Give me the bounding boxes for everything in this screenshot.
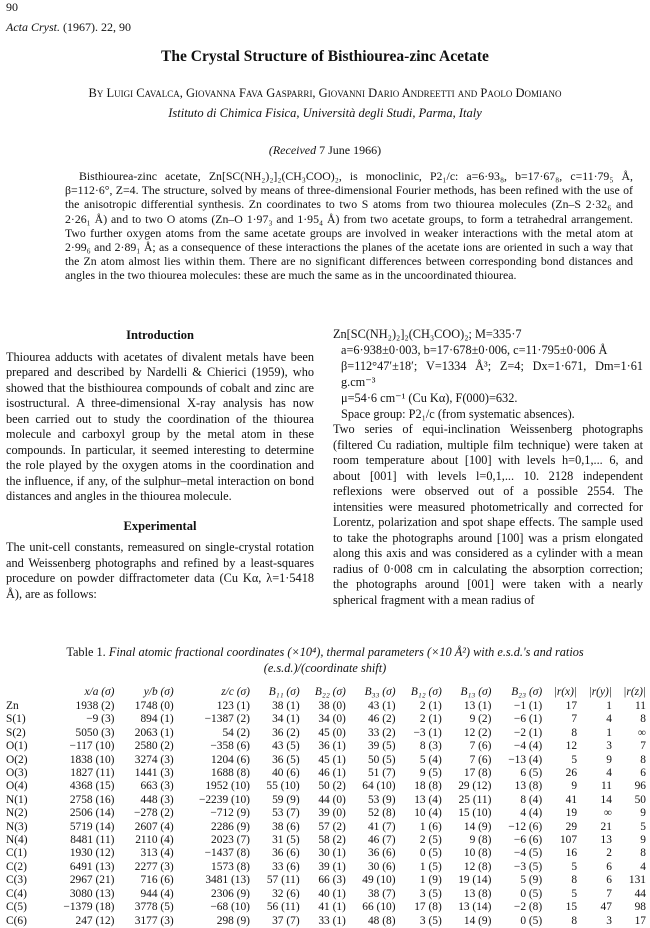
table-cell: 5 (571, 753, 578, 766)
column-header: |r(y)| (588, 686, 612, 698)
table-row (6, 767, 646, 780)
author-list: By Luigi Cavalca, Giovanna Fava Gasparri, Giovanni Dario Andreetti and Paolo Domiano (88, 86, 562, 100)
atom-label: C(4) (6, 887, 27, 900)
table-cell: 8481 (11) (70, 834, 115, 847)
table-cell: 107 (559, 834, 578, 847)
atom-label: O(1) (6, 740, 28, 753)
table-cell: 52 (8) (367, 807, 396, 820)
table-cell: −712 (9) (210, 807, 250, 820)
table-cell: 9 (606, 753, 612, 766)
table-cell: 34 (1) (272, 713, 300, 726)
abstract: Bisthiourea-zinc acetate, Zn[SC(NH₂)₂]₂(CH₃COO)₂, is monoclinic, P2₁/c: a=6·93₈, b=17·67₈, c=11·79₅ Å, β=112·6°, Z=4. The structure, solved by means of three-dimensional Fourier methods, has been refined with the use of the anisotropic differential synthesis. Zn coordinates to two S atoms from two thiourea molecules (Zn–S 2·32₆ and 2·26₁ Å) and to two O atoms (Zn–O 1·97₃ and 1·95₄ Å) from two acetate groups, to form a tetrahedral arrangement. Two further oxygen atoms from the same acetate groups are involved in weaker interactions with the metal atom at 2·99₆ and 2·89₁ Å; as a consequence of these interactions the planes of the acetate ions are oriented in such a way that the Zn atom almost lies within them. There are no significant differences between corresponding bond distances and angles in the two thiourea molecules: these are much the same as in the uncoordinated thiourea. (65, 169, 633, 283)
table-cell: 8 (571, 726, 578, 739)
table-cell: 4 (640, 860, 646, 873)
received-date (0, 143, 650, 158)
atom-label: N(4) (6, 834, 28, 847)
column-header: z/c (σ) (221, 686, 250, 698)
table-cell: ∞ (603, 807, 612, 820)
table-row (6, 915, 646, 928)
table-cell: 1573 (8) (211, 860, 250, 873)
table-cell: 45 (1) (318, 753, 346, 766)
table-cell: 5050 (3) (75, 726, 115, 739)
table-cell: 38 (7) (367, 887, 396, 900)
table-cell: 58 (2) (318, 834, 346, 847)
table-cell: 7 (606, 887, 612, 900)
table-cell: 18 (8) (414, 780, 442, 793)
experimental-continued-text: Two series of equi-inclination Weissenberg photographs (filtered Cu radiation, multiple film technique) were taken at room temperature about [100] with levels h=0,1,... 6, and about [001] with levels l=0,1,... 10. 2128 independent reflexions were observed out of a possible 2554. The intensities were measured photometrically and corrected for Lorentz, polarization and spot shape effects. The sample used to take the photographs around [100] was a prism elongated along this axis and was considered as a cylinder with a mean radius of 0·008 cm in calculating the absorption correction; the photographs around [001] were taken with a nearly spherical fragment with a mean radius of (333, 422, 643, 607)
received-day: 7 June 1966) (319, 143, 382, 157)
table-cell: 17 (565, 700, 578, 712)
table-row (6, 727, 646, 740)
table-cell: 3274 (3) (134, 753, 174, 766)
table-cell: 39 (0) (318, 807, 346, 820)
column-header: B₃₃ (σ) (364, 686, 396, 698)
table-cell: 34 (0) (318, 713, 346, 726)
table-cell: 14 (600, 793, 612, 806)
table-row (6, 754, 646, 767)
table-cell: 33 (1) (318, 914, 346, 927)
table-cell: 5719 (14) (69, 820, 115, 833)
table-cell: 14 (9) (463, 820, 492, 833)
table-cell: −278 (2) (134, 807, 174, 820)
table-cell: 41 (1) (318, 901, 346, 914)
column-header: B₂₃ (σ) (511, 686, 543, 698)
table-header-row (6, 684, 646, 700)
table-cell: 66 (10) (362, 901, 396, 914)
table-cell: 36 (6) (367, 847, 396, 860)
table-cell: 2286 (9) (211, 820, 250, 833)
table-caption-text: Final atomic fractional coordinates (×10⁴), thermal parameters (×10 Å²) with e.s.d.'s and ratios (e.s.d.)/(coordinate shift) (108, 645, 584, 675)
affiliation: Istituto di Chimica Fisica, Università degli Studi, Parma, Italy (168, 106, 482, 120)
table-cell: 29 (12) (458, 780, 492, 793)
table-cell: 8 (3) (419, 740, 442, 753)
column-header (6, 684, 38, 700)
table-cell: 36 (6) (272, 847, 300, 860)
table-cell: 9 (640, 834, 646, 847)
table-cell: 8 (640, 753, 646, 766)
table-cell: −4 (4) (513, 740, 543, 753)
table-cell: 33 (2) (367, 726, 396, 739)
table-cell: 49 (10) (362, 874, 396, 887)
table-cell: −1 (1) (513, 700, 543, 712)
table-cell: 98 (634, 901, 646, 914)
atom-label: N(1) (6, 793, 28, 806)
experimental-text: The unit-cell constants, remeasured on single-crystal rotation and Weissenberg photographs and refined by a least-squares procedure on powder diffractometer data (Cu Kα, λ=1·5418 Å), are as follows: (6, 540, 314, 601)
table-cell: 7 (6) (469, 740, 492, 753)
table-cell: 5 (9) (520, 874, 543, 887)
table-cell: 3 (5) (419, 914, 442, 927)
formula-line: Zn[SC(NH₂)₂]₂(CH₃COO)₂; M=335·7 (333, 327, 522, 341)
table-cell: 50 (2) (318, 780, 346, 793)
table-cell: 7 (6) (469, 753, 492, 766)
table-cell: 123 (1) (216, 700, 250, 712)
table-cell: −1387 (2) (204, 713, 250, 726)
table-cell: 1827 (11) (70, 767, 115, 780)
table-cell: 1 (9) (419, 874, 442, 887)
table-row (6, 874, 646, 887)
table-cell: 3481 (13) (205, 874, 250, 887)
table-cell: 66 (3) (318, 874, 346, 887)
table-cell: 36 (2) (272, 726, 300, 739)
table-cell: 2 (5) (419, 834, 442, 847)
table-cell: 50 (634, 793, 646, 806)
table-cell: ∞ (637, 726, 646, 739)
table-cell: 50 (5) (367, 753, 396, 766)
table-cell: 0 (5) (419, 847, 442, 860)
atom-label: N(3) (6, 820, 28, 833)
table-cell: 26 (565, 767, 578, 780)
table-cell: 13 (8) (514, 780, 543, 793)
formula-line: β=112°47′±18′; V=1334 Å³; Z=4; Dx=1·671, Dm=1·61 g.cm⁻³ (341, 359, 643, 389)
table-row (6, 780, 646, 793)
table-cell: 12 (565, 740, 578, 753)
table-cell: −1437 (8) (204, 847, 250, 860)
table-cell: 30 (6) (367, 860, 396, 873)
table-cell: 2607 (4) (134, 820, 174, 833)
journal-citation (6, 20, 131, 35)
table-cell: 2967 (21) (69, 874, 115, 887)
atom-label: C(5) (6, 901, 27, 914)
table-caption-label: Table 1. (66, 645, 106, 659)
atom-label: Zn (6, 700, 19, 712)
table-cell: 15 (10) (458, 807, 492, 820)
table-cell: 96 (634, 780, 646, 793)
atom-label: O(3) (6, 767, 28, 780)
table-cell: 1204 (6) (211, 753, 250, 766)
table-cell: 37 (7) (272, 914, 300, 927)
atom-label: S(2) (6, 726, 26, 739)
table-cell: 21 (600, 820, 612, 833)
table-cell: 17 (8) (463, 767, 492, 780)
table-cell: 12 (8) (463, 860, 492, 873)
table-cell: −2239 (10) (198, 793, 250, 806)
table-cell: 64 (10) (362, 780, 396, 793)
table-cell: 31 (5) (272, 834, 300, 847)
table-cell: 716 (6) (140, 874, 174, 887)
table-cell: 2580 (2) (134, 740, 174, 753)
atom-label: O(2) (6, 753, 28, 766)
table-cell: 3 (5) (419, 887, 442, 900)
atom-label: C(2) (6, 860, 27, 873)
table-row (6, 901, 646, 914)
atom-label: C(6) (6, 914, 27, 927)
table-cell: 1 (6) (419, 820, 442, 833)
table-cell: 32 (6) (272, 887, 300, 900)
table-row (6, 713, 646, 726)
table-cell: 8 (571, 914, 578, 927)
table-cell: 9 (640, 807, 646, 820)
table-cell: 2023 (7) (211, 834, 250, 847)
table-row (6, 861, 646, 874)
table-cell: 4 (606, 767, 612, 780)
table-cell: 11 (600, 780, 612, 793)
table-cell: 4368 (15) (69, 780, 115, 793)
table-cell: 5 (571, 860, 578, 873)
table-cell: 12 (2) (463, 726, 492, 739)
table-cell: −1379 (18) (63, 901, 115, 914)
table-cell: 2306 (9) (211, 887, 250, 900)
table-cell: 6 (606, 860, 612, 873)
table-cell: 13 (1) (463, 700, 492, 712)
table-cell: 44 (634, 887, 646, 900)
table-cell: 9 (5) (419, 767, 442, 780)
table-cell: 19 (14) (458, 874, 492, 887)
table-row (6, 834, 646, 847)
table-cell: 47 (600, 901, 612, 914)
table-cell: 17 (634, 914, 646, 927)
table-cell: 7 (640, 740, 646, 753)
table-cell: −2 (1) (513, 726, 543, 739)
table-cell: 54 (2) (222, 726, 250, 739)
column-header: x/a (σ) (84, 686, 115, 698)
table-cell: 10 (8) (463, 847, 492, 860)
table-cell: 46 (2) (367, 713, 396, 726)
table-cell: 8 (571, 874, 578, 887)
table-cell: −4 (5) (513, 847, 543, 860)
table-caption (40, 645, 610, 676)
table-cell: −117 (10) (69, 740, 115, 753)
table-cell: 1838 (10) (69, 753, 115, 766)
table-cell: 13 (4) (414, 793, 442, 806)
table-cell: 44 (0) (318, 793, 346, 806)
table-cell: 29 (565, 820, 578, 833)
column-header: |r(x)| (553, 686, 578, 698)
table-cell: 30 (1) (318, 847, 346, 860)
table-cell: 16 (565, 847, 578, 860)
table-cell: 9 (571, 780, 578, 793)
table-cell: 9 (8) (469, 834, 492, 847)
table-cell: 48 (8) (367, 914, 396, 927)
table-cell: 36 (5) (272, 753, 300, 766)
table-cell: 1441 (3) (134, 767, 174, 780)
table-cell: 1952 (10) (205, 780, 250, 793)
table-cell: −68 (10) (210, 901, 250, 914)
table-cell: 57 (2) (318, 820, 346, 833)
table-cell: 5 (571, 887, 578, 900)
table-cell: 4 (4) (520, 807, 543, 820)
table-cell: 46 (7) (367, 834, 396, 847)
table-cell: −6 (1) (513, 713, 543, 726)
table-cell: 8 (640, 847, 646, 860)
table-cell: 2 (1) (419, 700, 442, 712)
table-cell: 13 (14) (458, 901, 492, 914)
table-cell: 2063 (1) (134, 726, 174, 739)
table-cell: 59 (9) (272, 793, 300, 806)
paper-title: The Crystal Structure of Bisthiourea-zinc Acetate (161, 48, 489, 65)
table-cell: 4 (606, 713, 612, 726)
table-cell: 1 (606, 726, 612, 739)
table-cell: 894 (1) (140, 713, 174, 726)
table-cell: 53 (7) (272, 807, 300, 820)
page-number: 90 (6, 0, 18, 14)
introduction-text: Thiourea adducts with acetates of divalent metals have been prepared and described by Nardelli & Chierici (1959), who showed that the bisthiourea compounds of cobalt and zinc are isostructural. A three-dimensional X-ray analysis has now been carried out to study the coordination of the thiourea molecule and carboxyl group by the metal atom in these compounds. In particular, it seemed interesting to determine the role played by the oxygen atoms in the coordination and the influence, if any, of the sulphur–metal interaction on bond distances and angles in the thiourea molecule. (6, 349, 314, 503)
journal-name: Acta Cryst. (6, 20, 60, 34)
table-cell: 663 (3) (140, 780, 174, 793)
received-prefix: (Received (268, 143, 317, 157)
table-cell: 51 (7) (367, 767, 396, 780)
table-cell: −12 (6) (508, 820, 543, 833)
atom-label: N(2) (6, 807, 28, 820)
table-cell: 40 (1) (318, 887, 346, 900)
formula-line: Space group: P2₁/c (from systematic absences). (341, 407, 575, 421)
table-cell: 9 (2) (469, 713, 492, 726)
table-cell: 6 (5) (520, 767, 543, 780)
table-cell: 38 (0) (318, 700, 346, 712)
table-cell: 41 (565, 793, 578, 806)
table-cell: 6 (606, 874, 612, 887)
table-cell: 11 (635, 700, 646, 712)
atom-label: O(4) (6, 780, 28, 793)
table-cell: 2506 (14) (69, 807, 115, 820)
table-cell: 3 (606, 914, 612, 927)
atom-label: C(1) (6, 847, 27, 860)
table-cell: 2 (606, 847, 612, 860)
table-cell: 0 (5) (520, 887, 543, 900)
table-cell: 3778 (5) (134, 901, 174, 914)
table-cell: −358 (6) (210, 740, 250, 753)
table-cell: 448 (3) (140, 793, 174, 806)
column-header: y/b (σ) (143, 686, 174, 698)
column-header: B₁₁ (σ) (268, 686, 300, 698)
table-cell: 313 (4) (140, 847, 174, 860)
table-cell: −6 (6) (513, 834, 543, 847)
table-cell: 7 (571, 713, 578, 726)
table-row (6, 821, 646, 834)
table-cell: 1688 (8) (211, 767, 250, 780)
table-cell: 43 (1) (367, 700, 396, 712)
table-cell: 39 (5) (367, 740, 396, 753)
table-cell: 2110 (4) (135, 834, 174, 847)
table-cell: 1938 (2) (75, 700, 115, 712)
table-cell: 8 (4) (520, 793, 543, 806)
atom-parameters-table (6, 684, 646, 928)
table-cell: −9 (3) (86, 713, 115, 726)
table-cell: 25 (11) (458, 793, 492, 806)
table-cell: −3 (1) (413, 726, 442, 739)
table-cell: 5 (4) (419, 753, 442, 766)
table-cell: 3177 (3) (134, 914, 174, 927)
table-cell: 1 (5) (419, 860, 442, 873)
table-cell: 10 (4) (414, 807, 442, 820)
table-cell: 43 (5) (272, 740, 300, 753)
table-cell: 1 (606, 700, 612, 712)
formula-line: μ=54·6 cm⁻¹ (Cu Kα), F(000)=632. (341, 391, 518, 405)
table-cell: 14 (9) (463, 914, 492, 927)
table-cell: 5 (640, 820, 646, 833)
table-cell: 2758 (16) (69, 793, 115, 806)
table-cell: 0 (5) (520, 914, 543, 927)
table-cell: 57 (11) (266, 874, 300, 887)
table-row (6, 847, 646, 860)
table-cell: 53 (9) (367, 793, 396, 806)
table-cell: 36 (1) (318, 740, 346, 753)
table-row (6, 807, 646, 820)
table-cell: 298 (9) (216, 914, 250, 927)
table-cell: −3 (5) (513, 860, 543, 873)
table-cell: 33 (6) (272, 860, 300, 873)
table-cell: 6491 (13) (69, 860, 115, 873)
table-cell: 41 (7) (367, 820, 396, 833)
table-cell: 944 (4) (140, 887, 174, 900)
table-cell: 13 (8) (463, 887, 492, 900)
table-cell: 19 (565, 807, 578, 820)
atom-label: C(3) (6, 874, 27, 887)
experimental-heading: Experimental (123, 518, 197, 533)
table-cell: 56 (11) (266, 901, 300, 914)
table-row (6, 740, 646, 753)
table-row (6, 700, 646, 713)
table-cell: 55 (10) (266, 780, 300, 793)
table-cell: −13 (4) (508, 753, 543, 766)
table-cell: 3080 (13) (69, 887, 115, 900)
journal-volume: (1967). 22, 90 (63, 20, 131, 34)
table-cell: 38 (6) (272, 820, 300, 833)
table-cell: 3 (606, 740, 612, 753)
introduction-heading: Introduction (126, 328, 194, 342)
table-row (6, 888, 646, 901)
table-cell: −2 (8) (513, 901, 543, 914)
table-cell: 131 (628, 874, 646, 887)
table-cell: 38 (1) (272, 700, 300, 712)
left-column (6, 328, 314, 602)
table-cell: 6 (640, 767, 646, 780)
table-cell: 45 (0) (318, 726, 346, 739)
table-row (6, 794, 646, 807)
table-cell: 2277 (3) (134, 860, 174, 873)
column-header: B₁₃ (σ) (460, 686, 492, 698)
column-header: |r(z)| (623, 686, 646, 698)
table-cell: 17 (8) (414, 901, 442, 914)
table-cell: 13 (600, 834, 612, 847)
table-cell: 15 (565, 901, 578, 914)
table-cell: 1930 (12) (69, 847, 115, 860)
right-column (333, 326, 643, 608)
table-cell: 247 (12) (75, 914, 115, 927)
column-header: B₂₂ (σ) (314, 686, 346, 698)
table-cell: 46 (1) (318, 767, 346, 780)
formula-line: a=6·938±0·003, b=17·678±0·006, c=11·795±0·006 Å (341, 343, 608, 357)
atom-label: S(1) (6, 713, 26, 726)
table-cell: 39 (1) (318, 860, 346, 873)
table-cell: 40 (6) (272, 767, 300, 780)
table-cell: 8 (640, 713, 646, 726)
table-cell: 2 (1) (419, 713, 442, 726)
column-header: B₁₂ (σ) (410, 686, 442, 698)
table-cell: 1748 (0) (134, 700, 174, 712)
